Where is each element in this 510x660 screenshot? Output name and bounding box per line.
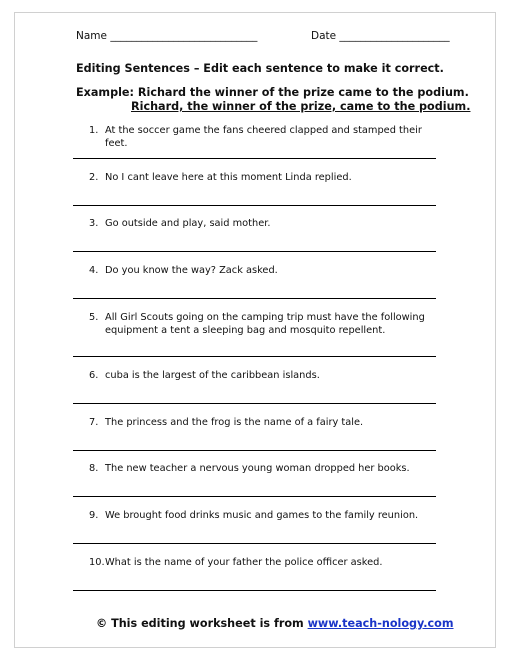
answer-line: [73, 496, 436, 497]
answer-line: [73, 251, 436, 252]
answer-line: [73, 298, 436, 299]
item-sentence: Go outside and play, said mother.: [105, 218, 271, 229]
item-number: 6.: [89, 370, 99, 381]
list-item: [89, 217, 429, 230]
list-item: [89, 369, 429, 382]
name-field-label: Name ____________________________: [76, 30, 258, 42]
list-item: [89, 264, 429, 277]
list-item: [89, 311, 429, 337]
item-number: 2.: [89, 172, 99, 183]
answer-line: [73, 205, 436, 206]
list-item: [89, 171, 429, 184]
date-field-label: Date _____________________: [311, 30, 450, 42]
item-sentence: At the soccer game the fans cheered clapped and stamped their feet.: [105, 125, 422, 149]
answer-line: [73, 450, 436, 451]
item-sentence: No I cant leave here at this moment Linda replied.: [105, 172, 352, 183]
item-sentence: The princess and the frog is the name of a fairy tale.: [105, 417, 364, 428]
answer-line: [73, 543, 436, 544]
item-number: 5.: [89, 312, 99, 323]
item-sentence: What is the name of your father the police officer asked.: [105, 557, 383, 568]
source-link[interactable]: www.teach-nology.com: [307, 617, 454, 630]
list-item: [89, 462, 429, 475]
list-item: [89, 556, 429, 569]
list-item: [89, 416, 429, 429]
item-sentence: The new teacher a nervous young woman dropped her books.: [105, 463, 410, 474]
answer-line: [73, 590, 436, 591]
item-sentence: All Girl Scouts going on the camping trip must have the following equipment a tent a sleeping bag and mosquito repellent.: [105, 312, 425, 336]
item-number: 9.: [89, 510, 99, 521]
item-sentence: We brought food drinks music and games to the family reunion.: [105, 510, 419, 521]
answer-line: [73, 158, 436, 159]
item-number: 10.: [89, 557, 105, 568]
worksheet-title: Editing Sentences – Edit each sentence to make it correct.: [76, 62, 444, 75]
copyright-footer: [96, 617, 454, 630]
example-prompt: Example: Richard the winner of the prize came to the podium.: [76, 86, 469, 99]
list-item: [89, 124, 429, 150]
copyright-text: © This editing worksheet is from: [96, 617, 308, 630]
item-number: 1.: [89, 125, 99, 136]
answer-line: [73, 356, 436, 357]
item-number: 7.: [89, 417, 99, 428]
answer-line: [73, 403, 436, 404]
item-sentence: cuba is the largest of the caribbean islands.: [105, 370, 320, 381]
item-number: 8.: [89, 463, 99, 474]
item-number: 3.: [89, 218, 99, 229]
list-item: [89, 509, 429, 522]
item-number: 4.: [89, 265, 99, 276]
example-answer: Richard, the winner of the prize, came to the podium.: [131, 100, 471, 113]
item-sentence: Do you know the way? Zack asked.: [105, 265, 278, 276]
